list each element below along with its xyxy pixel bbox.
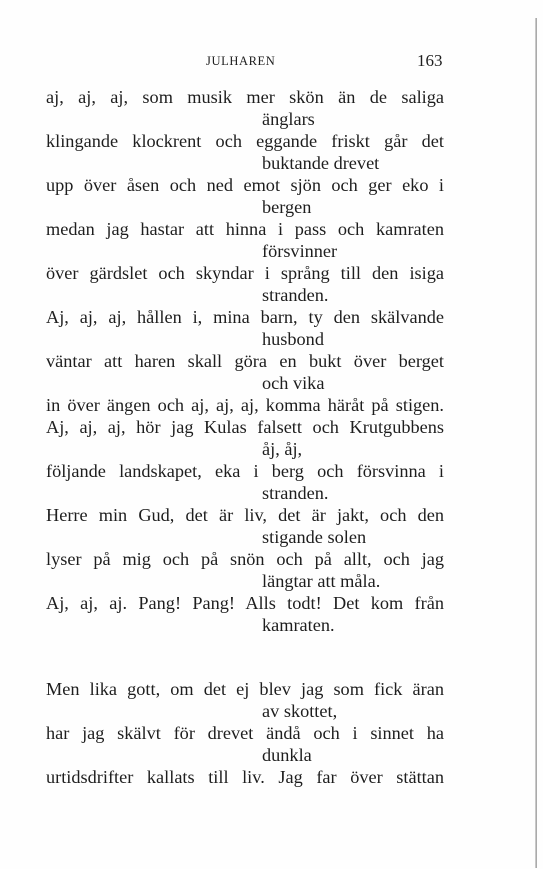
text-line: urtidsdrifter kallats till liv. Jag far över stättan: [46, 767, 444, 787]
text-line: dunkla: [262, 745, 312, 765]
text-line: in över ängen och aj, aj, aj, komma häråt på stigen.: [46, 395, 444, 415]
text-line: Men lika gott, om det ej blev jag som fick äran: [46, 679, 444, 699]
text-line: kamraten.: [262, 615, 335, 635]
text-line: Aj, aj, aj, hållen i, mina barn, ty den skälvande: [46, 307, 444, 327]
text-line: och vika: [262, 373, 325, 393]
text-line: av skottet,: [262, 701, 338, 721]
text-line: stranden.: [262, 285, 329, 305]
text-line: Aj, aj, aj, hör jag Kulas falsett och Krutgubbens: [46, 417, 444, 437]
text-line: följande landskapet, eka i berg och försvinna i: [46, 461, 444, 481]
text-line: längtar att måla.: [262, 571, 381, 591]
text-line: åj, åj,: [262, 439, 303, 459]
text-line: bergen: [262, 197, 312, 217]
text-line: över gärdslet och skyndar i språng till den isiga: [46, 263, 444, 283]
page-edge: [535, 18, 537, 868]
text-line: klingande klockrent och eggande friskt går det: [46, 131, 444, 151]
text-line: väntar att haren skall göra en bukt över berget: [46, 351, 444, 371]
running-head: [0, 53, 543, 73]
text-line: lyser på mig och på snön och på allt, och jag: [46, 549, 444, 569]
text-line: medan jag hastar att hinna i pass och kamraten: [46, 219, 444, 239]
text-line: änglars: [262, 109, 315, 129]
page-number: 163: [417, 51, 443, 70]
text-line: stranden.: [262, 483, 329, 503]
text-line: upp över åsen och ned emot sjön och ger eko i: [46, 175, 444, 195]
text-line: försvinner: [262, 241, 338, 261]
running-title: JULHAREN: [206, 54, 276, 68]
text-line: Aj, aj, aj. Pang! Pang! Alls todt! Det kom från: [46, 593, 444, 613]
text-line: husbond: [262, 329, 324, 349]
text-line: aj, aj, aj, som musik mer skön än de saliga: [46, 87, 444, 107]
text-line: stigande solen: [262, 527, 367, 547]
text-line: har jag skälvt för drevet ändå och i sinnet ha: [46, 723, 444, 743]
text-line: buktande drevet: [262, 153, 380, 173]
text-line: Herre min Gud, det är liv, det är jakt, och den: [46, 505, 444, 525]
